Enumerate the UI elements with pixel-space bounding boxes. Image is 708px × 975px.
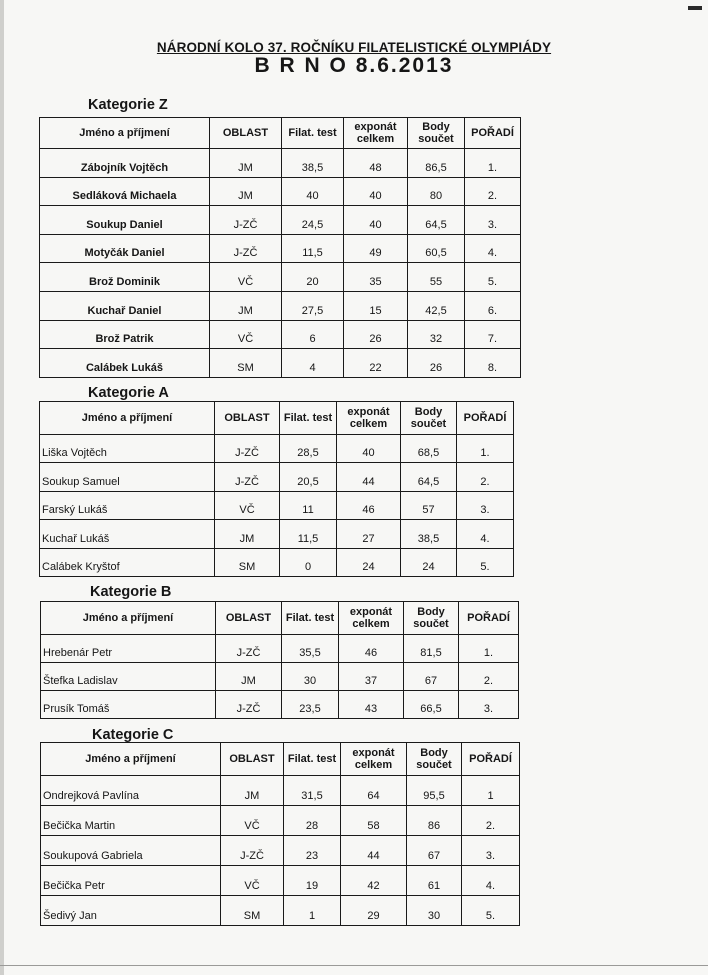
rank-cell: 1. bbox=[457, 435, 514, 463]
exhibit-score-cell: 35 bbox=[344, 263, 408, 292]
name-header-text: Jméno a příjmení bbox=[85, 753, 176, 765]
name-header bbox=[41, 743, 221, 776]
participant-name: Soukup Samuel bbox=[40, 463, 215, 491]
test-score-cell: 11,5 bbox=[280, 520, 337, 548]
test-header bbox=[282, 602, 339, 635]
total-points-cell: 67 bbox=[407, 836, 462, 866]
table-row bbox=[40, 491, 514, 519]
table-row bbox=[41, 691, 519, 719]
exhibit-score-cell: 37 bbox=[339, 663, 404, 691]
table-header-row bbox=[41, 602, 519, 635]
points-header-text: součet bbox=[416, 759, 452, 771]
exhibit-score-cell: 40 bbox=[337, 435, 401, 463]
name-header-text: Jméno a příjmení bbox=[82, 612, 174, 624]
total-points-cell: 66,5 bbox=[404, 691, 459, 719]
test-score-cell: 19 bbox=[284, 866, 341, 896]
region-cell: SM bbox=[210, 349, 282, 378]
participant-name: Calábek Kryštof bbox=[40, 548, 215, 576]
total-points-cell: 80 bbox=[408, 177, 465, 206]
exhibit-header-text: exponát bbox=[349, 606, 393, 618]
rank-cell: 4. bbox=[457, 520, 514, 548]
table-header-row bbox=[40, 118, 521, 149]
exhibit-header-text: celkem bbox=[354, 759, 393, 771]
exhibit-score-cell: 26 bbox=[344, 320, 408, 349]
region-cell: SM bbox=[215, 548, 280, 576]
test-score-cell: 0 bbox=[280, 548, 337, 576]
exhibit-score-cell: 40 bbox=[344, 177, 408, 206]
rank-header-text: POŘADÍ bbox=[471, 127, 514, 139]
table-row bbox=[41, 896, 520, 926]
name-header bbox=[41, 602, 216, 635]
rank-cell: 2. bbox=[462, 806, 520, 836]
test-header-text: Filat. test bbox=[287, 753, 337, 765]
region-header-text: OBLAST bbox=[225, 612, 272, 624]
table-row bbox=[41, 776, 520, 806]
total-points-cell: 24 bbox=[401, 548, 457, 576]
rank-cell: 1. bbox=[459, 635, 519, 663]
region-cell: J-ZČ bbox=[216, 635, 282, 663]
table-row bbox=[41, 663, 519, 691]
total-points-cell: 26 bbox=[408, 349, 465, 378]
participant-name: Kuchař Daniel bbox=[40, 291, 210, 320]
region-cell: J-ZČ bbox=[221, 836, 284, 866]
test-header-text: Filat. test bbox=[288, 127, 337, 139]
region-header-text: OBLAST bbox=[222, 127, 269, 139]
points-header-text: součet bbox=[410, 418, 447, 430]
exhibit-score-cell: 44 bbox=[341, 836, 407, 866]
test-score-cell: 23 bbox=[284, 836, 341, 866]
points-header bbox=[404, 602, 459, 635]
rank-header bbox=[465, 118, 521, 149]
rank-cell: 5. bbox=[465, 263, 521, 292]
total-points-cell: 38,5 bbox=[401, 520, 457, 548]
rank-cell: 3. bbox=[459, 691, 519, 719]
total-points-cell: 57 bbox=[401, 491, 457, 519]
participant-name: Zábojník Vojtěch bbox=[40, 149, 210, 178]
table-row bbox=[40, 435, 514, 463]
scan-edge bbox=[0, 0, 4, 975]
table-header-row bbox=[40, 402, 514, 435]
rank-header-text: POŘADÍ bbox=[469, 753, 512, 765]
exhibit-header-text: celkem bbox=[352, 618, 390, 630]
exhibit-header-text: exponát bbox=[354, 121, 397, 133]
rank-header bbox=[457, 402, 514, 435]
points-header bbox=[408, 118, 465, 149]
rank-cell: 5. bbox=[457, 548, 514, 576]
total-points-cell: 32 bbox=[408, 320, 465, 349]
test-header-text: Filat. test bbox=[285, 612, 335, 624]
table-row bbox=[40, 177, 521, 206]
category-title: Kategorie Z bbox=[88, 97, 168, 113]
rank-cell: 1 bbox=[462, 776, 520, 806]
exhibit-header-text: exponát bbox=[352, 747, 395, 759]
region-cell: J-ZČ bbox=[210, 206, 282, 235]
points-header-text: součet bbox=[418, 133, 454, 145]
table-row bbox=[41, 635, 519, 663]
region-cell: J-ZČ bbox=[215, 435, 280, 463]
points-header-text: Body bbox=[414, 406, 443, 418]
total-points-cell: 86,5 bbox=[408, 149, 465, 178]
participant-name: Prusík Tomáš bbox=[41, 691, 216, 719]
table-row bbox=[40, 263, 521, 292]
exhibit-score-cell: 64 bbox=[341, 776, 407, 806]
table-row bbox=[41, 836, 520, 866]
total-points-cell: 42,5 bbox=[408, 291, 465, 320]
table-row bbox=[40, 463, 514, 491]
region-cell: VČ bbox=[215, 491, 280, 519]
total-points-cell: 67 bbox=[404, 663, 459, 691]
total-points-cell: 64,5 bbox=[408, 206, 465, 235]
participant-name: Soukupová Gabriela bbox=[41, 836, 221, 866]
document-title: NÁRODNÍ KOLO 37. ROČNÍKU FILATELISTICKÉ OLYMPIÁDY bbox=[156, 40, 552, 55]
rank-cell: 3. bbox=[457, 491, 514, 519]
participant-name: Brož Patrik bbox=[40, 320, 210, 349]
test-header bbox=[284, 743, 341, 776]
rank-header bbox=[462, 743, 520, 776]
region-cell: VČ bbox=[210, 263, 282, 292]
test-score-cell: 40 bbox=[282, 177, 344, 206]
rank-cell: 3. bbox=[462, 836, 520, 866]
test-score-cell: 31,5 bbox=[284, 776, 341, 806]
region-header-text: OBLAST bbox=[224, 412, 270, 424]
table-row bbox=[40, 206, 521, 235]
exhibit-score-cell: 15 bbox=[344, 291, 408, 320]
exhibit-header bbox=[339, 602, 404, 635]
test-header bbox=[280, 402, 337, 435]
participant-name: Calábek Lukáš bbox=[40, 349, 210, 378]
category-title: Kategorie C bbox=[92, 727, 174, 743]
region-cell: J-ZČ bbox=[210, 234, 282, 263]
category-title: Kategorie A bbox=[88, 385, 169, 401]
rank-cell: 7. bbox=[465, 320, 521, 349]
table-row bbox=[41, 866, 520, 896]
category-title: Kategorie B bbox=[90, 584, 172, 600]
rank-cell: 6. bbox=[465, 291, 521, 320]
exhibit-header bbox=[344, 118, 408, 149]
table-row bbox=[40, 234, 521, 263]
results-table bbox=[39, 117, 521, 378]
exhibit-score-cell: 46 bbox=[337, 491, 401, 519]
test-score-cell: 38,5 bbox=[282, 149, 344, 178]
points-header-text: Body bbox=[417, 606, 445, 618]
rank-cell: 2. bbox=[465, 177, 521, 206]
participant-name: Liška Vojtěch bbox=[40, 435, 215, 463]
rank-header-text: POŘADÍ bbox=[467, 612, 510, 624]
table-row bbox=[40, 320, 521, 349]
region-header bbox=[216, 602, 282, 635]
points-header bbox=[401, 402, 457, 435]
test-score-cell: 20,5 bbox=[280, 463, 337, 491]
test-score-cell: 1 bbox=[284, 896, 341, 926]
test-score-cell: 20 bbox=[282, 263, 344, 292]
exhibit-score-cell: 43 bbox=[339, 691, 404, 719]
participant-name: Bečička Martin bbox=[41, 806, 221, 836]
region-cell: JM bbox=[216, 663, 282, 691]
rank-header bbox=[459, 602, 519, 635]
exhibit-score-cell: 48 bbox=[344, 149, 408, 178]
participant-name: Ondrejková Pavlína bbox=[41, 776, 221, 806]
rank-cell: 5. bbox=[462, 896, 520, 926]
test-score-cell: 6 bbox=[282, 320, 344, 349]
region-header bbox=[221, 743, 284, 776]
total-points-cell: 64,5 bbox=[401, 463, 457, 491]
table-row bbox=[40, 149, 521, 178]
test-score-cell: 4 bbox=[282, 349, 344, 378]
total-points-cell: 81,5 bbox=[404, 635, 459, 663]
test-score-cell: 11,5 bbox=[282, 234, 344, 263]
exhibit-header-text: celkem bbox=[356, 133, 395, 145]
total-points-cell: 61 bbox=[407, 866, 462, 896]
results-table bbox=[40, 742, 520, 926]
exhibit-header-text: exponát bbox=[347, 406, 390, 418]
table-row bbox=[40, 291, 521, 320]
exhibit-score-cell: 44 bbox=[337, 463, 401, 491]
results-table bbox=[39, 401, 514, 577]
region-cell: SM bbox=[221, 896, 284, 926]
total-points-cell: 68,5 bbox=[401, 435, 457, 463]
exhibit-score-cell: 40 bbox=[344, 206, 408, 235]
total-points-cell: 55 bbox=[408, 263, 465, 292]
region-cell: JM bbox=[210, 291, 282, 320]
rank-cell: 4. bbox=[462, 866, 520, 896]
table-row bbox=[40, 349, 521, 378]
test-score-cell: 11 bbox=[280, 491, 337, 519]
exhibit-score-cell: 22 bbox=[344, 349, 408, 378]
points-header-text: Body bbox=[420, 747, 448, 759]
test-header-text: Filat. test bbox=[283, 412, 333, 424]
exhibit-header-text: celkem bbox=[349, 418, 388, 430]
table-row bbox=[40, 548, 514, 576]
region-cell: J-ZČ bbox=[215, 463, 280, 491]
region-cell: JM bbox=[221, 776, 284, 806]
participant-name: Štefka Ladislav bbox=[41, 663, 216, 691]
region-cell: VČ bbox=[221, 866, 284, 896]
exhibit-score-cell: 46 bbox=[339, 635, 404, 663]
participant-name: Brož Dominik bbox=[40, 263, 210, 292]
table-row bbox=[40, 520, 514, 548]
participant-name: Šedivý Jan bbox=[41, 896, 221, 926]
region-cell: JM bbox=[215, 520, 280, 548]
page-rule bbox=[0, 965, 708, 966]
scan-mark bbox=[688, 6, 702, 10]
rank-header-text: POŘADÍ bbox=[463, 412, 507, 424]
participant-name: Soukup Daniel bbox=[40, 206, 210, 235]
participant-name: Motyčák Daniel bbox=[40, 234, 210, 263]
test-score-cell: 35,5 bbox=[282, 635, 339, 663]
exhibit-score-cell: 49 bbox=[344, 234, 408, 263]
exhibit-header bbox=[337, 402, 401, 435]
rank-cell: 3. bbox=[465, 206, 521, 235]
rank-cell: 2. bbox=[457, 463, 514, 491]
region-header bbox=[215, 402, 280, 435]
participant-name: Bečička Petr bbox=[41, 866, 221, 896]
exhibit-header bbox=[341, 743, 407, 776]
table-row bbox=[41, 806, 520, 836]
results-table bbox=[40, 601, 519, 719]
region-cell: J-ZČ bbox=[216, 691, 282, 719]
participant-name: Farský Lukáš bbox=[40, 491, 215, 519]
test-header bbox=[282, 118, 344, 149]
total-points-cell: 86 bbox=[407, 806, 462, 836]
region-header bbox=[210, 118, 282, 149]
exhibit-score-cell: 29 bbox=[341, 896, 407, 926]
exhibit-score-cell: 24 bbox=[337, 548, 401, 576]
table-header-row bbox=[41, 743, 520, 776]
total-points-cell: 30 bbox=[407, 896, 462, 926]
region-cell: JM bbox=[210, 149, 282, 178]
points-header-text: Body bbox=[422, 121, 450, 133]
exhibit-score-cell: 58 bbox=[341, 806, 407, 836]
test-score-cell: 23,5 bbox=[282, 691, 339, 719]
total-points-cell: 95,5 bbox=[407, 776, 462, 806]
participant-name: Kuchař Lukáš bbox=[40, 520, 215, 548]
region-cell: VČ bbox=[210, 320, 282, 349]
test-score-cell: 24,5 bbox=[282, 206, 344, 235]
exhibit-score-cell: 42 bbox=[341, 866, 407, 896]
name-header bbox=[40, 402, 215, 435]
test-score-cell: 28,5 bbox=[280, 435, 337, 463]
total-points-cell: 60,5 bbox=[408, 234, 465, 263]
rank-cell: 2. bbox=[459, 663, 519, 691]
name-header-text: Jméno a příjmení bbox=[81, 412, 173, 424]
name-header-text: Jméno a příjmení bbox=[79, 127, 170, 139]
name-header bbox=[40, 118, 210, 149]
rank-cell: 4. bbox=[465, 234, 521, 263]
points-header-text: součet bbox=[413, 618, 449, 630]
region-cell: JM bbox=[210, 177, 282, 206]
region-cell: VČ bbox=[221, 806, 284, 836]
document-subtitle: B R N O 8.6.2013 bbox=[254, 54, 454, 77]
test-score-cell: 30 bbox=[282, 663, 339, 691]
region-header-text: OBLAST bbox=[229, 753, 275, 765]
exhibit-score-cell: 27 bbox=[337, 520, 401, 548]
rank-cell: 1. bbox=[465, 149, 521, 178]
participant-name: Hrebenár Petr bbox=[41, 635, 216, 663]
participant-name: Sedláková Michaela bbox=[40, 177, 210, 206]
points-header bbox=[407, 743, 462, 776]
test-score-cell: 28 bbox=[284, 806, 341, 836]
test-score-cell: 27,5 bbox=[282, 291, 344, 320]
rank-cell: 8. bbox=[465, 349, 521, 378]
